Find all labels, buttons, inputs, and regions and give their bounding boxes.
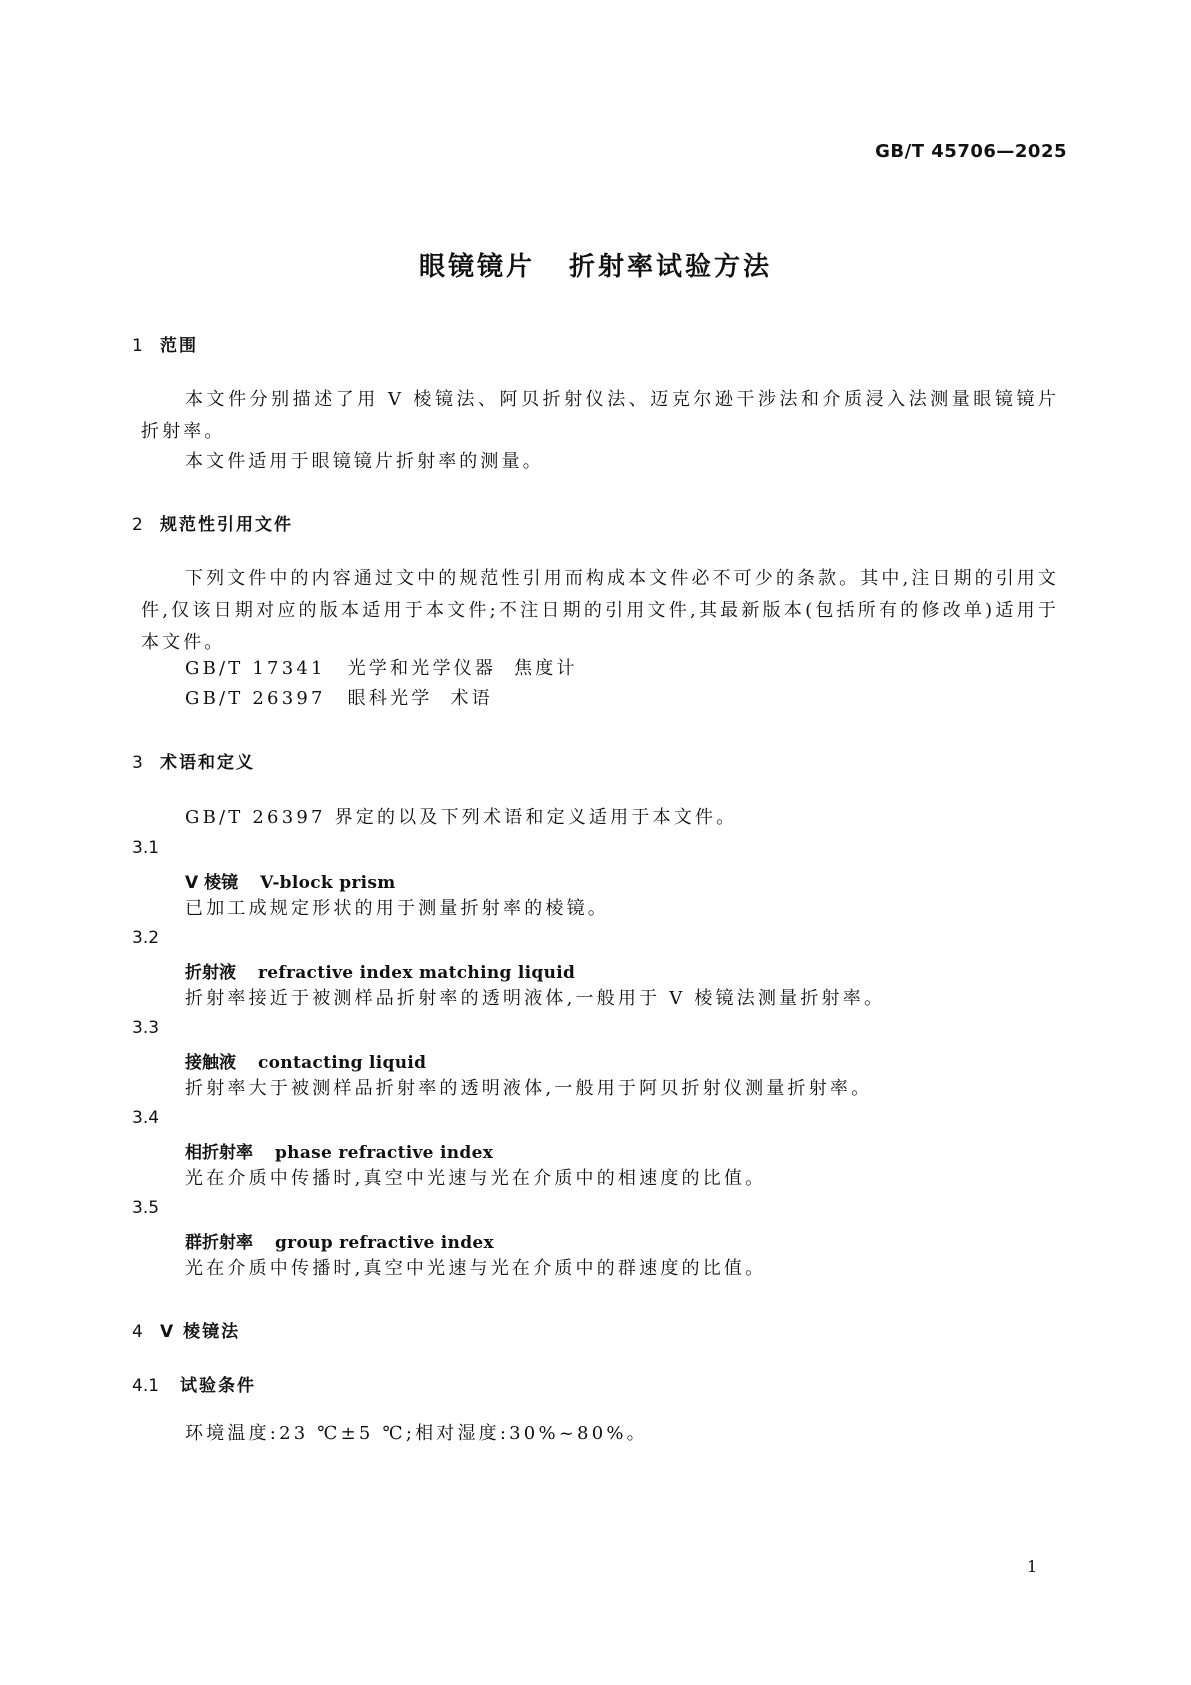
normative-reference-1: GB/T 17341 光学和光学仪器 焦度计 [185, 658, 578, 679]
term-heading: 群折射率 group refractive index [185, 1233, 494, 1253]
term-heading: 相折射率 phase refractive index [185, 1143, 494, 1163]
section-1-para-1: 本文件分别描述了用 V 棱镜法、阿贝折射仪法、迈克尔逊干涉法和介质浸入法测量眼镜镜片折射率。 [141, 389, 1059, 442]
term-definition: 折射率接近于被测样品折射率的透明液体,一般用于 V 棱镜法测量折射率。 [185, 988, 886, 1009]
term-number: 3.4 [132, 1108, 160, 1128]
term-number: 3.5 [132, 1198, 160, 1218]
section-4-1-text: 环境温度:23 ℃±5 ℃;相对湿度:30%~80%。 [185, 1423, 648, 1444]
section-4-1-heading: 4.1 试验条件 [132, 1376, 256, 1396]
page-number: 1 [1027, 1557, 1038, 1576]
section-2-para-1: 下列文件中的内容通过文中的规范性引用而构成本文件必不可少的条款。其中,注日期的引用文件,仅该日期对应的版本适用于本文件;不注日期的引用文件,其最新版本(包括所有的修改单)适用于本文件。 [141, 568, 1059, 653]
section-2-heading: 2 规范性引用文件 [132, 515, 293, 535]
term-heading: V 棱镜 V-block prism [185, 873, 396, 893]
term-number: 3.1 [132, 838, 160, 858]
document-title [0, 246, 1191, 283]
title-part1: 眼镜镜片 [418, 252, 535, 282]
normative-reference-2: GB/T 26397 眼科光学 术语 [185, 688, 493, 709]
section-3-heading: 3 术语和定义 [132, 753, 255, 773]
term-heading: 接触液 contacting liquid [185, 1053, 427, 1073]
term-number: 3.2 [132, 928, 160, 948]
term-definition: 已加工成规定形状的用于测量折射率的棱镜。 [185, 898, 609, 919]
section-1-para-2: 本文件适用于眼镜镜片折射率的测量。 [185, 451, 544, 472]
section-1-heading: 1 范围 [132, 336, 198, 356]
section-3-intro: GB/T 26397 界定的以及下列术语和定义适用于本文件。 [185, 807, 738, 828]
term-definition: 光在介质中传播时,真空中光速与光在介质中的群速度的比值。 [185, 1258, 767, 1279]
section-4-heading: 4 V 棱镜法 [132, 1322, 241, 1342]
term-heading: 折射液 refractive index matching liquid [185, 963, 576, 983]
standard-code: GB/T 45706—2025 [875, 141, 1067, 162]
term-definition: 折射率大于被测样品折射率的透明液体,一般用于阿贝折射仪测量折射率。 [185, 1078, 873, 1099]
term-number: 3.3 [132, 1018, 160, 1038]
term-definition: 光在介质中传播时,真空中光速与光在介质中的相速度的比值。 [185, 1168, 767, 1189]
title-part2: 折射率试验方法 [569, 252, 773, 282]
